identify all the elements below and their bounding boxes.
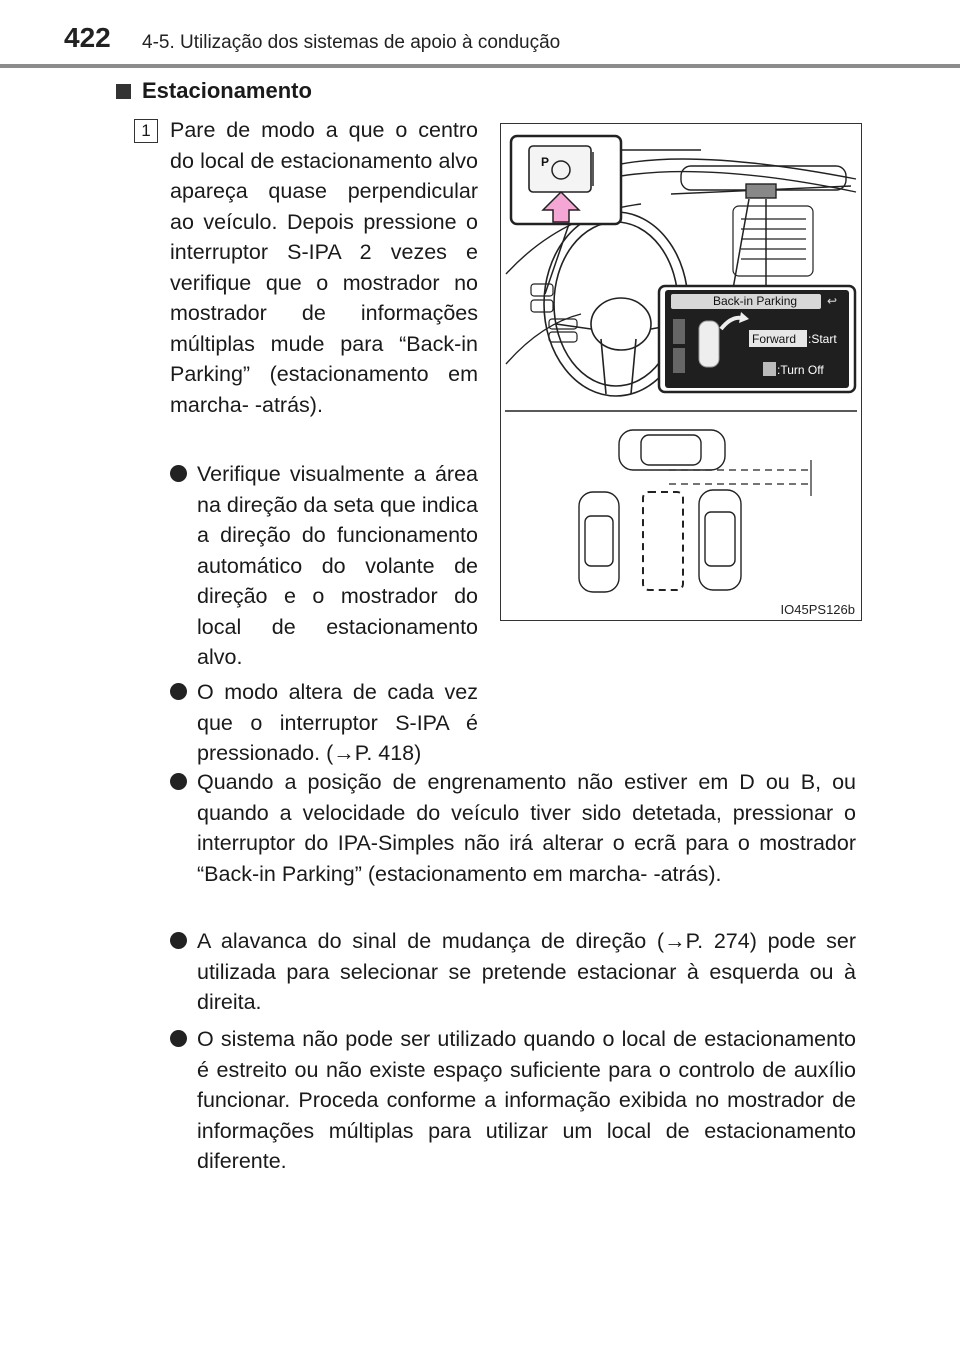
page-number: 422: [64, 22, 111, 53]
guide-lines: [669, 470, 811, 484]
parked-vehicle-right: [699, 490, 741, 590]
square-bullet-icon: [116, 84, 131, 99]
bullet-text: O sistema não pode ser utilizado quando o local de estacionamento é estreito ou não existe espaço suficiente para o controlo de auxílio funcionar. Proceda conforme a informação exibida no mostrador de informações múltiplas para utilizar um local de estacionamento diferente.: [197, 1027, 856, 1173]
bullet-text: O modo altera de cada vez que o interruptor S-IPA é pressionado. (→P. 418): [197, 680, 478, 765]
illustration-drawing: [501, 124, 861, 620]
bullet-dot-icon: [170, 465, 187, 482]
bullet-item: [170, 1024, 856, 1177]
header-divider: [0, 64, 960, 68]
bullet-dot-icon: [170, 932, 187, 949]
switch-letter: P: [541, 155, 550, 169]
bullet-item: [170, 926, 856, 1018]
chapter-title: 4-5. Utilização dos sistemas de apoio à condução: [142, 32, 561, 53]
s-ipa-switch: [529, 146, 591, 192]
display-title: Back-in Parking: [713, 294, 798, 308]
bullet-item: [170, 677, 478, 769]
bullet-dot-icon: [170, 1030, 187, 1047]
step-text: Pare de modo a que o centro do local de estacionamento alvo apareça quase perpendicular ao veículo. Depois pressione o interruptor S-IPA 2 vezes e verifique que o mostrador no mostrador de informações múltiplas mude para “Back-in Parking” (estacionamento em marcha- -atrás).: [170, 118, 478, 417]
parking-illustration: [500, 123, 862, 621]
bullet-dot-icon: [170, 773, 187, 790]
start-label: :Start: [808, 332, 837, 346]
figure-code: IO45PS126b: [780, 602, 855, 617]
target-parking-space: [643, 492, 683, 590]
bullet-text: A alavanca do sinal de mudança de direção (→P. 274) pode ser utilizada para selecionar se pretende estacionar à esquerda ou à direita.: [197, 929, 856, 1014]
turn-off-label: :Turn Off: [777, 363, 824, 377]
parked-vehicle-top: [619, 430, 725, 470]
step-number-badge: 1: [134, 119, 158, 143]
bullet-text: Verifique visualmente a área na direção da seta que indica a direção do funcionamento automático do volante de direção e o mostrador do local de estacionamento alvo.: [197, 462, 478, 669]
air-vent: [733, 206, 813, 276]
forward-label: Forward: [752, 332, 797, 346]
section-heading-text: Estacionamento: [142, 78, 312, 103]
return-icon: ↩: [827, 294, 838, 308]
bullet-item: [170, 767, 856, 889]
bullet-text: Quando a posição de engrenamento não estiver em D ou B, ou quando a velocidade do veículo tiver sido detetada, pressionar o interruptor do IPA-Simples não irá alterar o ecrã para o mostrador “Back-in Parking” (estacionamento em marcha- -atrás).: [197, 770, 856, 886]
switch-mini-icon: [763, 362, 776, 376]
parked-vehicle-left: [579, 492, 619, 592]
bullet-dot-icon: [170, 683, 187, 700]
section-heading: [116, 78, 312, 104]
bullet-item: [170, 459, 478, 673]
